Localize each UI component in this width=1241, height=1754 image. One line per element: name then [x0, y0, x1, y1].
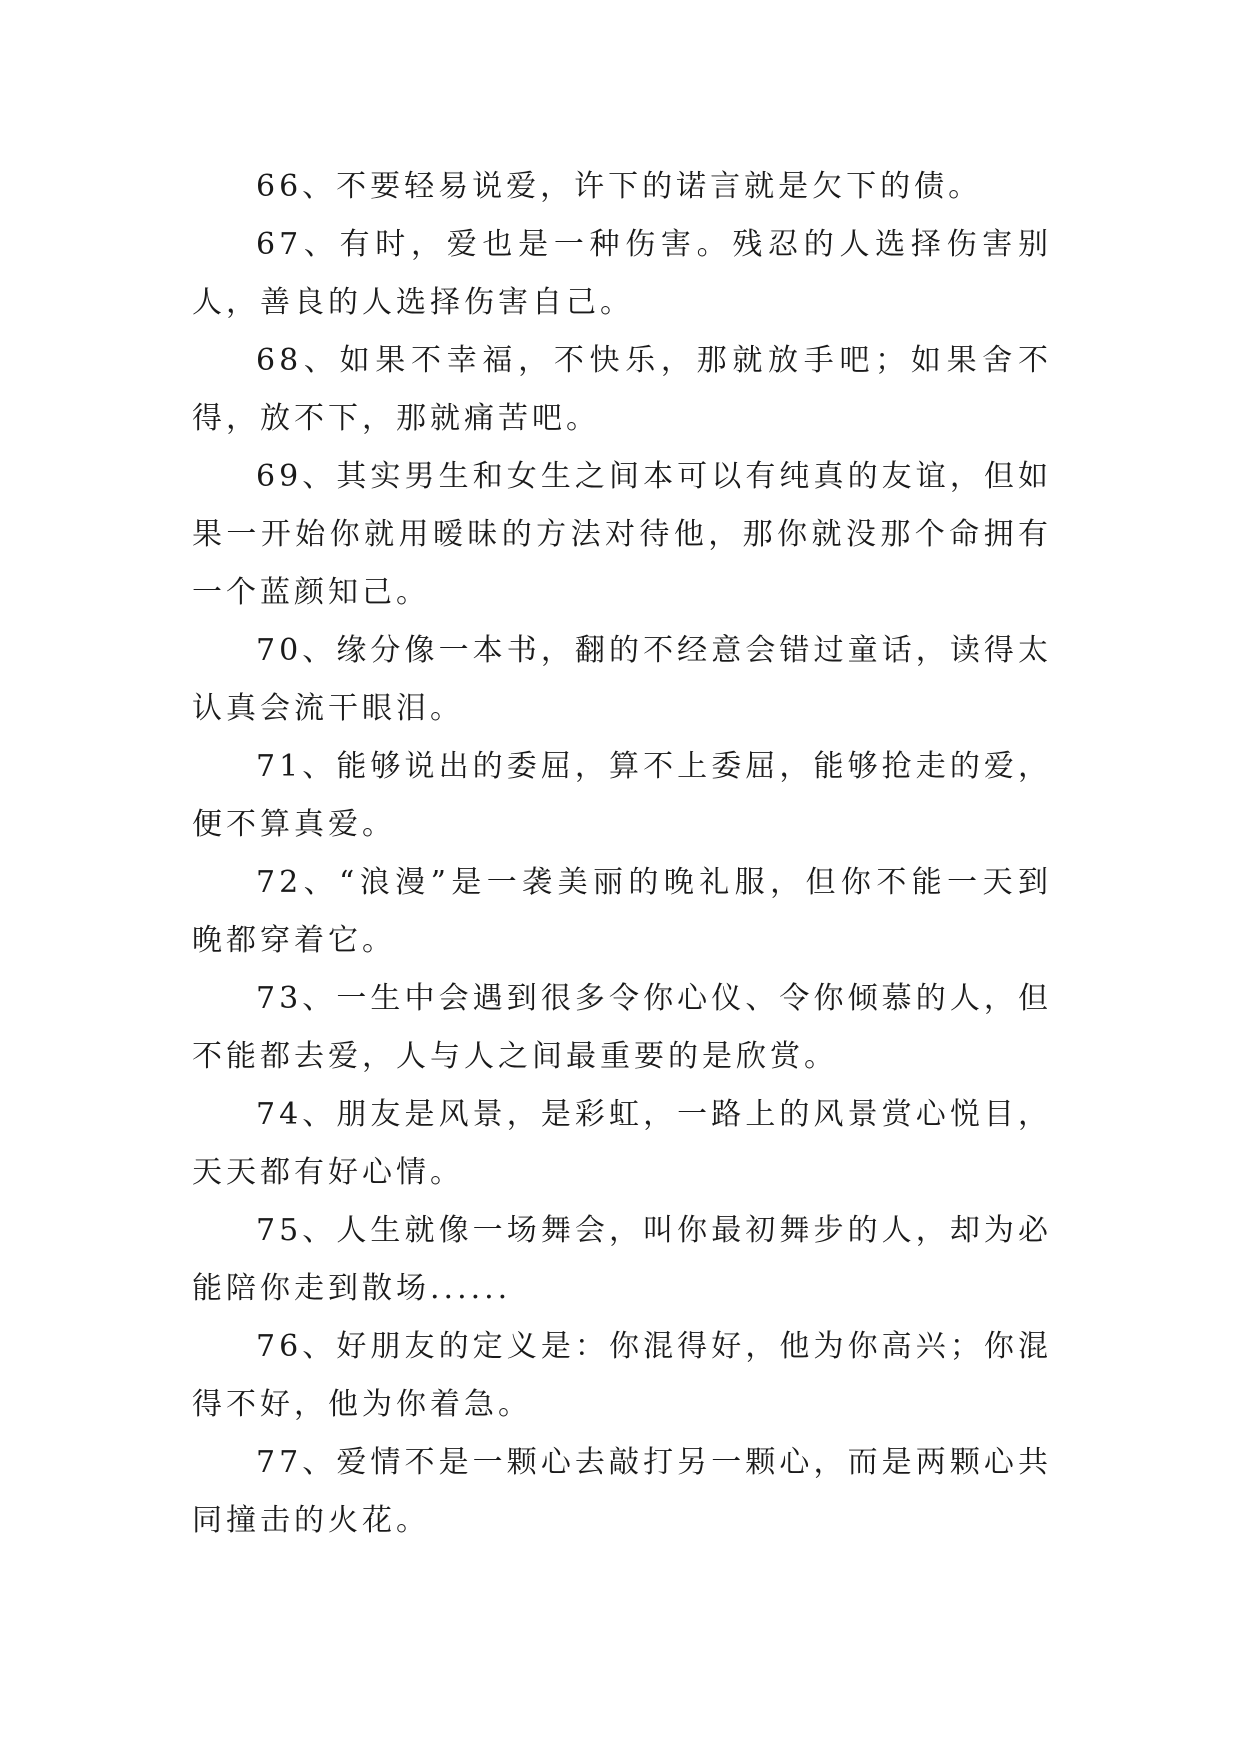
quote-paragraph-68: 68、如果不幸福，不快乐，那就放手吧；如果舍不得，放不下，那就痛苦吧。 [192, 343, 1052, 436]
quote-paragraph-77: 77、爱情不是一颗心去敲打另一颗心，而是两颗心共同撞击的火花。 [192, 1445, 1052, 1538]
quote-paragraph-67: 67、有时，爱也是一种伤害。残忍的人选择伤害别人，善良的人选择伤害自己。 [192, 227, 1052, 320]
quote-paragraph-74: 74、朋友是风景，是彩虹，一路上的风景赏心悦目，天天都有好心情。 [192, 1097, 1052, 1190]
quote-paragraph-71: 71、能够说出的委屈，算不上委屈，能够抢走的爱，便不算真爱。 [192, 749, 1052, 842]
quote-paragraph-76: 76、好朋友的定义是：你混得好，他为你高兴；你混得不好，他为你着急。 [192, 1329, 1052, 1422]
document-body [192, 158, 1052, 1550]
quote-paragraph-69: 69、其实男生和女生之间本可以有纯真的友谊，但如果一开始你就用暧昧的方法对待他，那你就没那个命拥有一个蓝颜知己。 [192, 459, 1052, 610]
quote-paragraph-75: 75、人生就像一场舞会，叫你最初舞步的人，却为必能陪你走到散场...... [192, 1213, 1052, 1306]
quote-paragraph-73: 73、一生中会遇到很多令你心仪、令你倾慕的人，但不能都去爱，人与人之间最重要的是欣赏。 [192, 981, 1052, 1074]
quote-paragraph-72: 72、“浪漫”是一袭美丽的晚礼服，但你不能一天到晚都穿着它。 [192, 865, 1052, 958]
quote-paragraph-66: 66、不要轻易说爱，许下的诺言就是欠下的债。 [256, 169, 983, 204]
quote-paragraph-70: 70、缘分像一本书，翻的不经意会错过童话，读得太认真会流干眼泪。 [192, 633, 1052, 726]
